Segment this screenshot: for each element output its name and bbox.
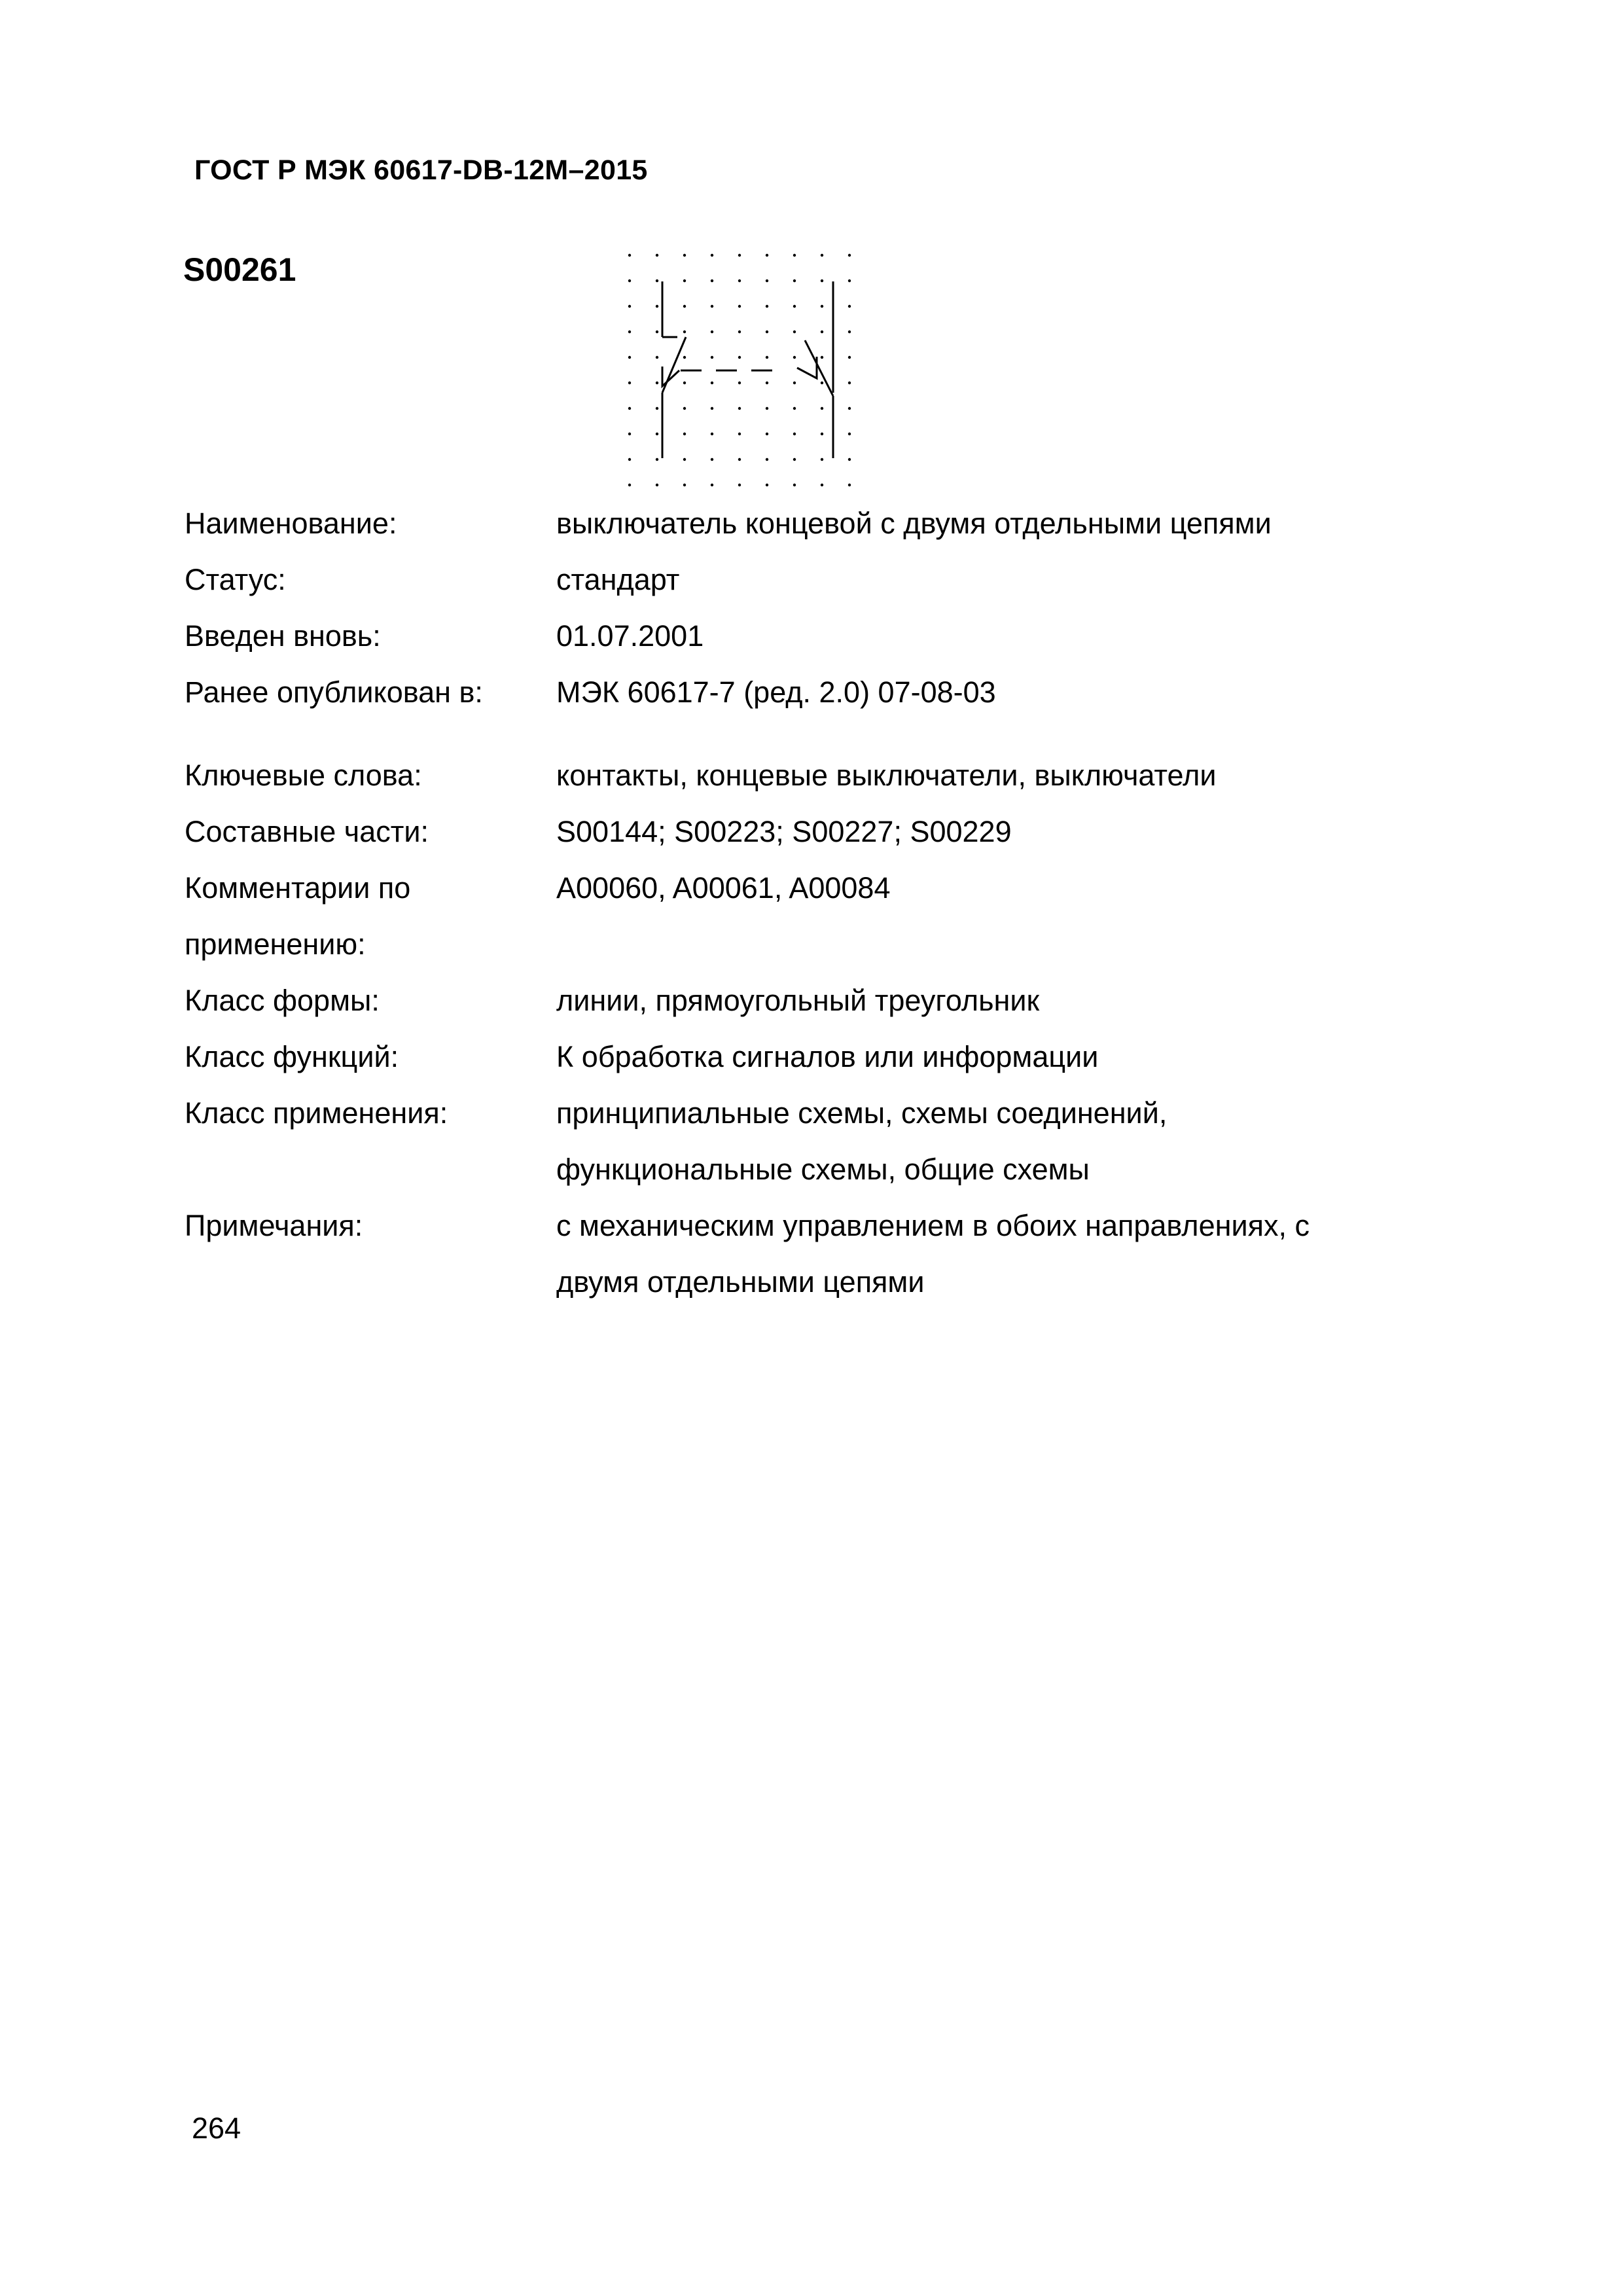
symbol-code: S00261 [183, 251, 296, 288]
grid-dot [628, 254, 631, 257]
grid-dot [711, 458, 713, 461]
property-row [185, 1141, 1493, 1198]
property-label [185, 1141, 556, 1198]
property-label: Класс формы: [185, 984, 380, 1017]
grid-dot [711, 382, 713, 384]
grid-dot [766, 356, 768, 359]
grid-dot [848, 305, 851, 308]
property-label: Комментарии по [185, 871, 411, 905]
grid-dot [656, 484, 658, 486]
grid-dot [793, 382, 796, 384]
grid-dot [628, 458, 631, 461]
grid-dot [711, 356, 713, 359]
grid-dot [711, 305, 713, 308]
grid-dot [628, 305, 631, 308]
document-header: ГОСТ Р МЭК 60617-DB-12M–2015 [194, 154, 648, 186]
grid-dot [656, 407, 658, 410]
property-label: Ключевые слова: [185, 759, 422, 792]
property-list [185, 495, 1493, 1310]
grid-dot [793, 356, 796, 359]
grid-dot [683, 484, 686, 486]
grid-dot [738, 407, 741, 410]
grid-dot [821, 279, 823, 282]
property-row [185, 664, 1493, 721]
property-value: функциональные схемы, общие схемы [556, 1153, 1090, 1186]
grid-dot [821, 458, 823, 461]
property-label: Статус: [185, 563, 286, 596]
grid-dot [683, 279, 686, 282]
grid-dot [656, 279, 658, 282]
property-label: Примечания: [185, 1209, 363, 1242]
grid-dot [628, 331, 631, 333]
grid-dot [793, 433, 796, 435]
property-value: S00144; S00223; S00227; S00229 [556, 815, 1012, 848]
grid-dot [711, 331, 713, 333]
grid-dot [683, 254, 686, 257]
grid-dot [711, 254, 713, 257]
grid-dot [848, 407, 851, 410]
grid-dot [766, 331, 768, 333]
property-row [185, 860, 1493, 916]
grid-dot [656, 433, 658, 435]
property-row [185, 747, 1493, 804]
grid-dot [656, 356, 658, 359]
property-label: Класс применения: [185, 1096, 448, 1130]
property-label: Класс функций: [185, 1040, 399, 1073]
property-label: Введен вновь: [185, 619, 381, 653]
grid-dot [821, 254, 823, 257]
grid-dot [628, 484, 631, 486]
grid-dot [683, 356, 686, 359]
property-value: двумя отдельными цепями [556, 1265, 925, 1299]
grid-dot [628, 433, 631, 435]
property-row [185, 1198, 1493, 1254]
grid-dot [711, 433, 713, 435]
property-value: МЭК 60617-7 (ред. 2.0) 07-08-03 [556, 675, 996, 709]
grid-dot [848, 458, 851, 461]
grid-dot [821, 407, 823, 410]
grid-dot [738, 382, 741, 384]
grid-dot [793, 484, 796, 486]
grid-dot [711, 484, 713, 486]
property-value: принципиальные схемы, схемы соединений, [556, 1096, 1168, 1130]
grid-dot [793, 305, 796, 308]
grid-dot [821, 382, 823, 384]
property-row [185, 916, 1493, 973]
property-label [185, 1254, 556, 1310]
property-row [185, 552, 1493, 608]
property-label: Ранее опубликован в: [185, 675, 483, 709]
grid-dot [738, 458, 741, 461]
grid-dot [738, 356, 741, 359]
grid-dot [628, 279, 631, 282]
grid-dot [793, 331, 796, 333]
grid-dot [848, 331, 851, 333]
right-contact-blade [805, 340, 833, 396]
grid-dot [848, 382, 851, 384]
left-actuator-triangle [662, 367, 679, 386]
grid-dot [766, 279, 768, 282]
grid-dot [683, 407, 686, 410]
grid-dot [793, 407, 796, 410]
page-number: 264 [192, 2111, 241, 2145]
grid-dot [793, 279, 796, 282]
property-value [556, 916, 1493, 973]
property-value: контакты, концевые выключатели, выключатели [556, 759, 1217, 792]
property-row [185, 804, 1493, 860]
grid-dot [683, 458, 686, 461]
grid-dot [848, 254, 851, 257]
grid-dot [793, 458, 796, 461]
limit-switch-symbol [615, 242, 877, 491]
grid-dot [656, 305, 658, 308]
property-value: стандарт [556, 563, 680, 596]
left-contact-blade [662, 337, 686, 393]
property-row [185, 1029, 1493, 1085]
grid-dot [683, 331, 686, 333]
grid-dot [628, 382, 631, 384]
property-row [185, 1085, 1493, 1141]
grid-dot [766, 382, 768, 384]
property-value: К обработка сигналов или информации [556, 1040, 1099, 1073]
grid-dot [738, 484, 741, 486]
property-row [185, 495, 1493, 552]
grid-dot [711, 279, 713, 282]
grid-dot [848, 433, 851, 435]
grid-dot [766, 433, 768, 435]
grid-dot [766, 484, 768, 486]
grid-dot [738, 305, 741, 308]
grid-dot [656, 458, 658, 461]
property-value: A00060, A00061, A00084 [556, 871, 891, 905]
grid-dot [738, 279, 741, 282]
grid-dot [738, 331, 741, 333]
grid-dot [821, 331, 823, 333]
property-label: Наименование: [185, 507, 397, 540]
grid-dot [683, 433, 686, 435]
property-value: с механическим управлением в обоих направлениях, с [556, 1209, 1310, 1242]
section-gap [185, 721, 1493, 747]
grid-dot [683, 382, 686, 384]
grid-dot [683, 305, 686, 308]
grid-dot [821, 433, 823, 435]
grid-dot [821, 356, 823, 359]
grid-dot [628, 407, 631, 410]
grid-dot [766, 254, 768, 257]
property-label: применению: [185, 927, 366, 961]
grid-dot [821, 484, 823, 486]
property-label: Составные части: [185, 815, 429, 848]
grid-dot [711, 407, 713, 410]
grid-dot [766, 407, 768, 410]
property-value: выключатель концевой с двумя отдельными цепями [556, 507, 1272, 540]
grid-dot [738, 433, 741, 435]
grid-dot [656, 254, 658, 257]
grid-dot [738, 254, 741, 257]
switch-drawing [662, 281, 833, 458]
grid-dot [656, 331, 658, 333]
property-value: линии, прямоугольный треугольник [556, 984, 1040, 1017]
grid-dot [793, 254, 796, 257]
grid-dot [766, 305, 768, 308]
property-row [185, 608, 1493, 664]
grid-dot [848, 484, 851, 486]
grid-dot [848, 356, 851, 359]
property-row [185, 1254, 1493, 1310]
grid-dot [656, 382, 658, 384]
property-row [185, 973, 1493, 1029]
grid-dot [821, 305, 823, 308]
grid-dot [848, 279, 851, 282]
grid-dot [628, 356, 631, 359]
grid-dot [766, 458, 768, 461]
property-value: 01.07.2001 [556, 619, 704, 653]
